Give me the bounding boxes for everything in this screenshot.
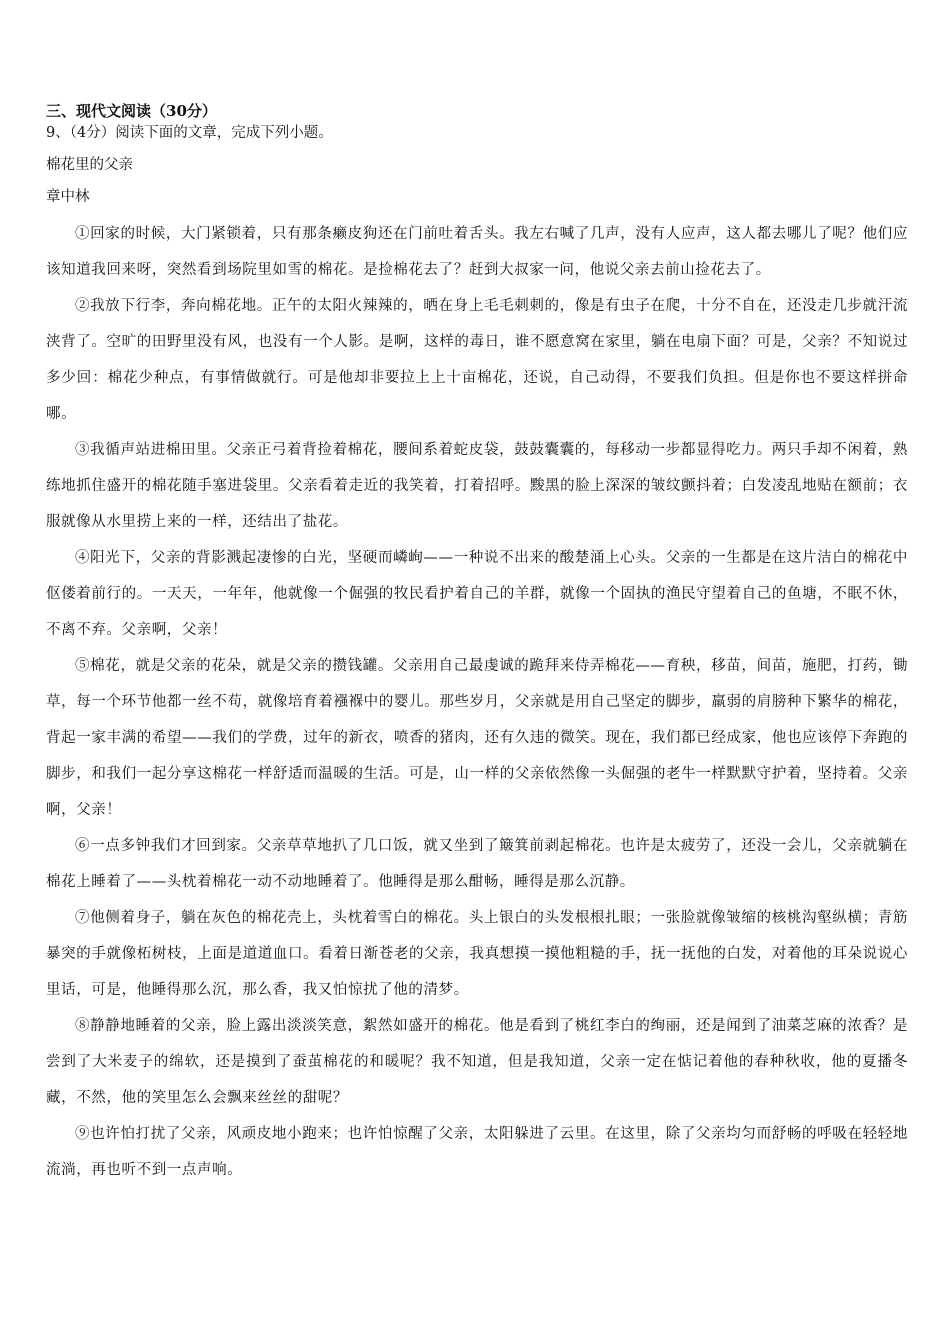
paragraph-2: ②我放下行李，奔向棉花地。正午的太阳火辣辣的，晒在身上毛毛刺刺的，像是有虫子在爬，十分不自在，还没走几步就汗流浃背了。空旷的田野里没有风，也没有一个人影。是啊，这样的毒日，谁不愿意窝在家里，躺在电扇下面？可是，父亲？不知说过多少回：棉花少种点，有事情做就行。可是他却非要拉上上十亩棉花，还说，自己动得，不要我们负担。但是你也不要这样拼命哪。 xyxy=(46,298,908,422)
article-author: 章中林 xyxy=(46,189,90,205)
paragraph-6: ⑥一点多钟我们才回到家。父亲草草地扒了几口饭，就又坐到了簸箕前剥起棉花。也许是太疲劳了，还没一会儿，父亲就躺在棉花上睡着了——头枕着棉花一动不动地睡着了。他睡得是那么酣畅，睡得是那么沉静。 xyxy=(46,838,908,890)
section-title: 三、现代文阅读（30分） xyxy=(46,102,217,120)
paragraph-4: ④阳光下，父亲的背影溅起凄惨的白光，坚硬而嶙峋——一种说不出来的酸楚涌上心头。父亲的一生都是在这片洁白的棉花中伛偻着前行的。一天天，一年年，他就像一个倔强的牧民看护着自己的羊群，就像一个固执的渔民守望着自己的鱼塘，不眠不休，不离不弃。父亲啊，父亲！ xyxy=(46,550,908,638)
paragraph-5: ⑤棉花，就是父亲的花朵，就是父亲的攒钱罐。父亲用自己最虔诚的跪拜来侍弄棉花——育秧，移苗，间苗，施肥，打药，锄草，每一个环节他都一丝不苟，就像培育着襁褓中的婴儿。那些岁月，父亲就是用自己坚定的脚步，羸弱的肩膀种下繁华的棉花，背起一家丰满的希望——我们的学费，过年的新衣，喷香的猪肉，还有久违的微笑。现在，我们都已经成家，他也应该停下奔跑的脚步，和我们一起分享这棉花一样舒适而温暖的生活。可是，山一样的父亲依然像一头倔强的老牛一样默默守护着，坚持着。父亲啊，父亲！ xyxy=(46,658,908,818)
document-page xyxy=(46,100,908,1188)
paragraph-3: ③我循声站进棉田里。父亲正弓着背捡着棉花，腰间系着蛇皮袋，鼓鼓囊囊的，每移动一步都显得吃力。两只手却不闲着，熟练地抓住盛开的棉花随手塞进袋里。父亲看着走近的我笑着，打着招呼。黢黑的脸上深深的皱纹颤抖着；白发凌乱地贴在额前；衣服就像从水里捞上来的一样，还结出了盐花。 xyxy=(46,442,908,530)
paragraph-7: ⑦他侧着身子，躺在灰色的棉花壳上，头枕着雪白的棉花。头上银白的头发根根扎眼；一张脸就像皱缩的核桃沟壑纵横；青筋暴突的手就像柘树枝，上面是道道血口。看着日渐苍老的父亲，我真想摸一摸他粗糙的手，抚一抚他的白发，对着他的耳朵说说心里话，可是，他睡得那么沉，那么香，我又怕惊扰了他的清梦。 xyxy=(46,910,908,998)
paragraph-1: ①回家的时候，大门紧锁着，只有那条癞皮狗还在门前吐着舌头。我左右喊了几声，没有人应声，这人都去哪儿了呢？他们应该知道我回来呀，突然看到场院里如雪的棉花。是捡棉花去了？赶到大叔家一问，他说父亲去前山捡花去了。 xyxy=(46,226,908,278)
article-title: 棉花里的父亲 xyxy=(46,157,133,173)
paragraph-9: ⑨也许怕打扰了父亲，风顽皮地小跑来；也许怕惊醒了父亲，太阳躲进了云里。在这里，除了父亲均匀而舒畅的呼吸在轻轻地流淌，再也听不到一点声响。 xyxy=(46,1126,908,1178)
paragraph-8: ⑧静静地睡着的父亲，脸上露出淡淡笑意，絮然如盛开的棉花。他是看到了桃红李白的绚丽，还是闻到了油菜芝麻的浓香？是尝到了大米麦子的绵软，还是摸到了蚕茧棉花的和暖呢？我不知道，但是我知道，父亲一定在惦记着他的春种秋收，他的夏播冬藏，不然，他的笑里怎么会飘来丝丝的甜呢？ xyxy=(46,1018,908,1106)
question-prompt: 9、（4分）阅读下面的文章，完成下列小题。 xyxy=(46,125,333,141)
